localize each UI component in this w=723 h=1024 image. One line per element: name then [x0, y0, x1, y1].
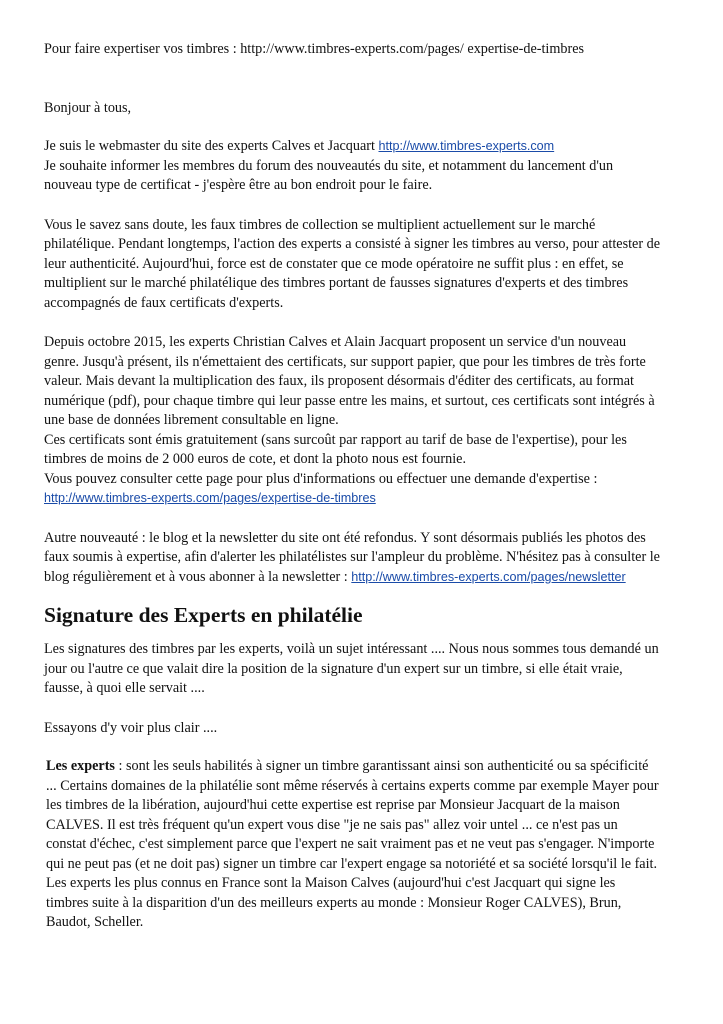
- paragraph-line: philatélique. Pendant longtemps, l'action des experts a consisté à signer les timbres au verso, pour attester de: [44, 236, 660, 252]
- paragraph-line: timbres de moins de 2 000 euros de cote, et dont la photo nous est fournie.: [44, 451, 466, 467]
- paragraph-line: accompagnés de faux certificats d'experts.: [44, 294, 284, 311]
- paragraph-line: fausse, à quoi elle servait ....: [44, 680, 205, 696]
- paragraph-line: Vous pouvez consulter cette page pour plus d'informations ou effectuer une demande d'expertise :: [44, 470, 598, 487]
- paragraph-line: Autre nouveauté : le blog et la newsletter du site ont été refondus. Y sont désormais publiés les photos des: [44, 529, 646, 546]
- paragraph-webmaster: [44, 137, 693, 196]
- paragraph-line: faux soumis à expertise, afin d'alerter les philatélistes sur l'ampleur du problème. N'hésitez pas à consulter le: [44, 549, 660, 565]
- greeting: Bonjour à tous,: [44, 99, 132, 116]
- paragraph-line: Les experts les plus connus en France sont la Maison Calves (aujourd'hui c'est Jacquart qui signe les: [46, 875, 616, 891]
- paragraph-blog-newsletter: [44, 529, 693, 588]
- newsletter-link[interactable]: http://www.timbres-experts.com/pages/newsletter: [351, 569, 626, 584]
- paragraph-line: CALVES. Il est très fréquent qu'un expert vous dise "je ne sais pas" allez voir untel ... ce n'est pas un: [46, 816, 618, 833]
- experts-label: Les experts: [46, 758, 115, 774]
- paragraph-line: numérique (pdf), pour chaque timbre qui leur passe entre les mains, et surtout, ces certificats sont intégrés à: [44, 392, 655, 409]
- paragraph-signatures: [44, 640, 693, 699]
- paragraph-line: leur authenticité. Aujourd'hui, force est de constater que ce mode opératoire ne suffit plus : en effet, se: [44, 255, 624, 272]
- paragraph-line: Les signatures des timbres par les experts, voilà un sujet intéressant .... Nous nous sommes tous demandé un: [44, 641, 659, 657]
- intro-line: Pour faire expertiser vos timbres : http://www.timbres-experts.com/pages/ expertise-de-timbres: [44, 41, 585, 57]
- expertise-link[interactable]: http://www.timbres-experts.com/pages/expertise-de-timbres: [44, 491, 376, 505]
- paragraph-line: Depuis octobre 2015, les experts Christian Calves et Alain Jacquart proposent un service d'un nouveau: [44, 334, 627, 350]
- paragraph-new-service: [44, 333, 693, 509]
- paragraph-line: Vous le savez sans doute, les faux timbres de collection se multiplient actuellement sur le marché: [44, 216, 596, 233]
- site-link[interactable]: http://www.timbres-experts.com: [378, 139, 555, 153]
- paragraph-line: valeur. Mais devant la multiplication des faux, ils proposent désormais d'éditer des certificats, au format: [44, 373, 634, 389]
- section-heading: Signature des Experts en philatélie: [44, 603, 363, 627]
- paragraph-try: Essayons d'y voir plus clair ....: [44, 719, 218, 736]
- paragraph-line: constat d'échec, c'est simplement parce que l'expert ne sait vraiment pas et ne veut pas s'engager. N'importe: [46, 836, 655, 852]
- paragraph-text: blog régulièrement et à vous abonner à la newsletter :: [44, 568, 352, 585]
- paragraph-line: multiplient sur le marché philatélique des timbres portant de fausses signatures d'experts et des timbres: [44, 275, 629, 291]
- paragraph-line: Je souhaite informer les membres du forum des nouveautés du site, et notamment du lancement d'un: [44, 157, 614, 174]
- paragraph-text: : sont les seuls habilités à signer un timbre garantissant ainsi son authenticité ou sa spécificité: [114, 758, 649, 774]
- paragraph-line: une base de données librement consultable en ligne.: [44, 412, 339, 428]
- paragraph-text: Je suis le webmaster du site des experts Calves et Jacquart: [44, 138, 379, 154]
- paragraph-line: Baudot, Scheller.: [46, 914, 144, 930]
- paragraph-line: genre. Jusqu'à présent, ils n'émettaient des certificats, sur support papier, que pour les timbres de très forte: [44, 353, 646, 370]
- paragraph-line: jour ou l'autre ce que valait dire la position de la signature d'un expert sur un timbre, si elle était vraie,: [44, 660, 623, 677]
- paragraph-line: nouveau type de certificat - j'espère être au bon endroit pour le faire.: [44, 177, 433, 193]
- paragraph-line: timbres suite à la disparition d'un des meilleurs experts au monde : Monsieur Roger CALVES), Brun,: [46, 894, 622, 911]
- paragraph-line: les timbres de la libération, aujourd'hui cette expertise est reprise par Monsieur Jacquart de la maison: [46, 797, 620, 813]
- paragraph-fake-stamps: [44, 216, 693, 314]
- experts-block: [46, 757, 693, 933]
- paragraph-line: qui ne peut pas (et ne doit pas) signer un timbre car l'expert engage sa notoriété et sa société lorsqu'il le fait.: [46, 855, 658, 872]
- paragraph-line: Ces certificats sont émis gratuitement (sans surcoût par rapport au tarif de base de l'expertise), pour les: [44, 431, 627, 448]
- paragraph-line: ... Certains domaines de la philatélie sont même réservés à certains experts comme par exemple Mayer pour: [46, 777, 659, 794]
